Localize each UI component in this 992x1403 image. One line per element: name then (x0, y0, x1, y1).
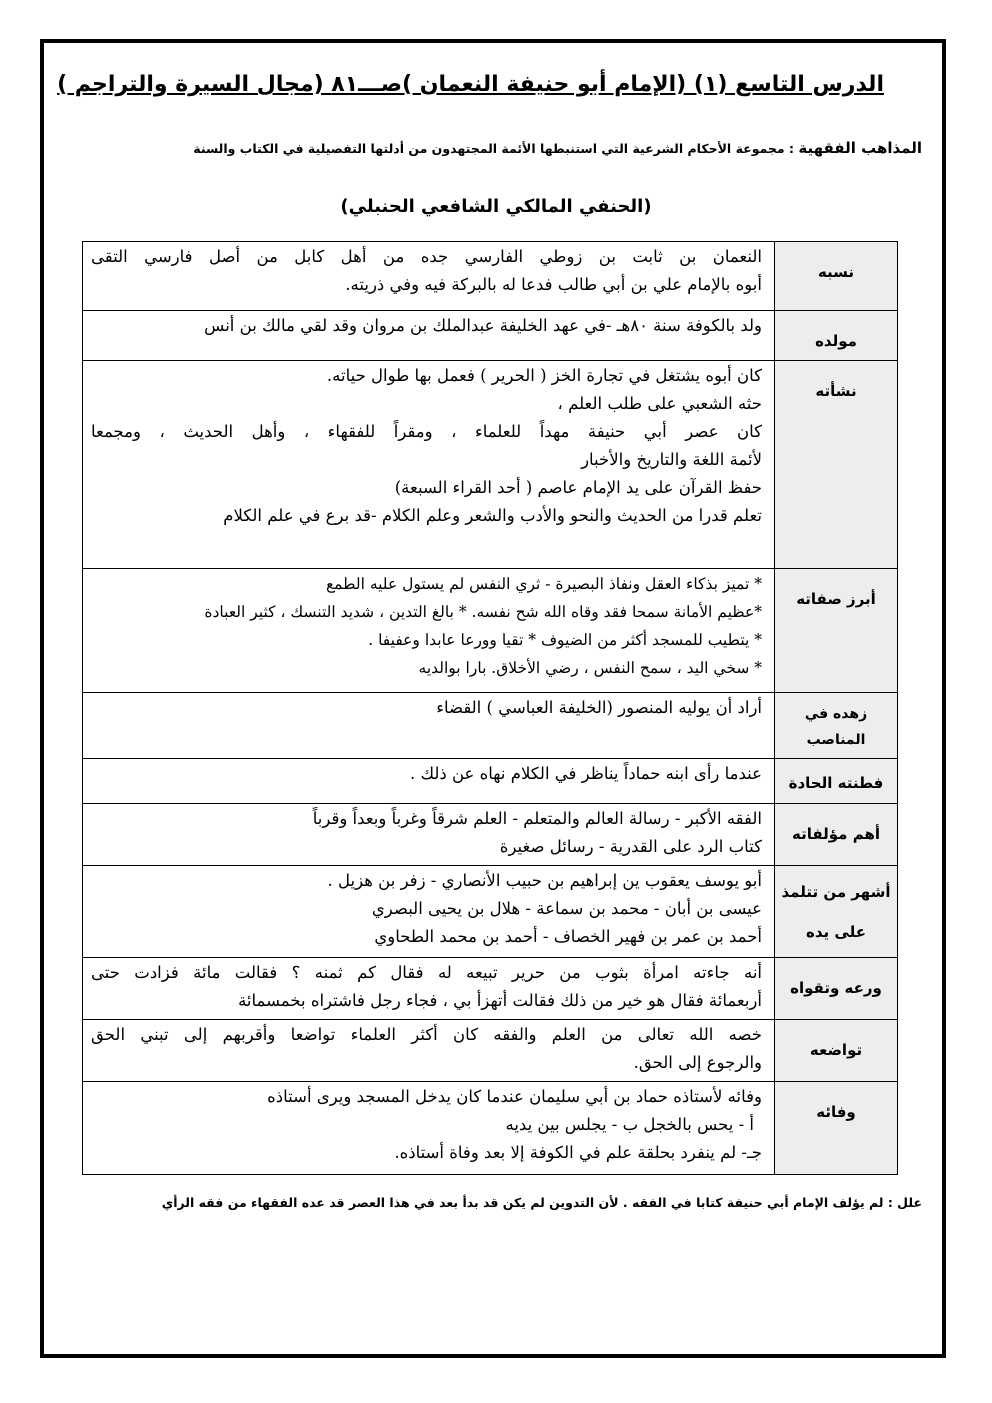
definition-text: مجموعة الأحكام الشرعية التي استنبطها الأئمة المجتهدون من أدلتها التفصيلية في الكتاب والسنة (193, 141, 785, 156)
table-row (83, 692, 898, 758)
row-label: أشهر من تتلمذ على يده (775, 865, 898, 957)
content-line: الفقه الأكبر - رسالة العالم والمتعلم - العلم شرقاً وغرباً وبعداً وقرباً (312, 808, 762, 828)
row-content (83, 1019, 775, 1081)
row-label: زهده في المناصب (775, 692, 898, 758)
schools-list: (الحنفي المالكي الشافعي الحنبلي) (340, 196, 652, 217)
row-content (83, 568, 775, 692)
content-line: * تميز بذكاء العقل ونفاذ البصيرة - ثري النفس لم يستول عليه الطمع (325, 574, 762, 593)
row-label: تواضعه (775, 1019, 898, 1081)
row-content (83, 803, 775, 865)
content-line: أحمد بن عمر بن فهير الخصاف - أحمد بن محمد الطحاوي (374, 926, 762, 946)
table-row (83, 311, 898, 361)
row-content (83, 957, 775, 1019)
row-label: ورعه وتقواه (775, 957, 898, 1019)
content-line: * يتطيب للمسجد أكثر من الضيوف * تقيا وورعا عابدا وعفيفا . (368, 630, 762, 649)
table-row (83, 360, 898, 568)
row-label: وفائه (775, 1081, 898, 1174)
row-content (83, 758, 775, 803)
content-line: وفائه لأستاذه حماد بن أبي سليمان عندما كان يدخل المسجد ويرى أستاذه (267, 1086, 762, 1106)
table-row (83, 957, 898, 1019)
table-row (83, 242, 898, 311)
table-row (83, 1019, 898, 1081)
content-line: أ - يحس بالخجل ب - يجلس بين يديه (505, 1114, 754, 1134)
content-line: أنه جاءته امرأة بثوب من حرير تبيعه له فقال كم ثمنه ؟ فقالت مائة فزادت حتى (91, 962, 762, 982)
content-line: حثه الشعبي على طلب العلم ، (557, 393, 762, 413)
row-content (83, 865, 775, 957)
row-content (83, 1081, 775, 1174)
content-line: أربعمائة فقال هو خير من ذلك فقالت أتهزأ بي ، فجاء رجل فاشتراه بخمسمائة (238, 990, 762, 1010)
row-content (83, 360, 775, 568)
content-line: النعمان بن ثابت بن زوطي الفارسي جده من أهل كابل من أصل فارسي التقى (91, 247, 762, 266)
table-row (83, 568, 898, 692)
table-row (83, 865, 898, 957)
table-row (83, 1081, 898, 1174)
content-line: كان عصر أبي حنيفة مهداً للعلماء ، ومقراً للفقهاء ، وأهل الحديث ، ومجمعا (91, 421, 762, 441)
table-row (83, 803, 898, 865)
lesson-title: الدرس التاسع (١) (الإمام أبو حنيفة النعمان )صـــ٨١ (مجال السيرة والتراجم ) (57, 72, 884, 97)
content-line: تعلم قدرا من الحديث والنحو والأدب والشعر وعلم الكلام -قد برع في علم الكلام (223, 505, 762, 525)
content-line: أبوه بالإمام علي بن أبي طالب فدعا له بالبركة فيه وفي ذريته. (345, 275, 762, 294)
row-content (83, 311, 775, 361)
definition-separator: : (784, 141, 799, 156)
row-label: فطنته الحادة (775, 758, 898, 803)
content-line: خصه الله تعالى من العلم والفقه كان أكثر العلماء تواضعا وأقربهم إلى تبني الحق (91, 1024, 762, 1044)
content-line: عيسى بن أبان - محمد بن سماعة - هلال بن يحيى البصري (371, 898, 762, 918)
content-line: عندما رأى ابنه حماداً يناظر في الكلام نهاه عن ذلك . (409, 763, 762, 783)
content-line: أراد أن يوليه المنصور (الخليفة العباسي ) القضاء (436, 697, 762, 717)
content-line: كان أبوه يشتغل في تجارة الخز ( الحرير ) فعمل بها طوال حياته. (326, 365, 762, 385)
content-line: * سخي اليد ، سمح النفس ، رضي الأخلاق. بارا بوالديه (418, 658, 762, 677)
content-line: أبو يوسف يعقوب ين إبراهيم بن حبيب الأنصاري - زفر بن هزيل . (327, 870, 762, 890)
content-line: *عظيم الأمانة سمحا فقد وقاه الله شح نفسه. * بالغ التدين ، شديد التنسك ، كثير العبادة (204, 602, 762, 621)
definition-term: المذاهب الفقهية (798, 139, 922, 157)
content-line: لأئمة اللغة والتاريخ والأخبار (581, 449, 762, 469)
content-line: والرجوع إلى الحق. (633, 1052, 762, 1072)
row-label: مولده (775, 311, 898, 361)
table-row (83, 758, 898, 803)
row-label: نسبه (775, 242, 898, 311)
row-content (83, 692, 775, 758)
reason-question: علل : لم يؤلف الإمام أبي حنيفة كتابا في الفقه . لأن التدوين لم يكن قد بدأ بعد في هذا العصر قد عده الفقهاء من فقه الرأي (161, 1195, 922, 1210)
row-label: أبرز صفاته (775, 568, 898, 692)
content-line: جـ- لم ينفرد بحلقة علم في الكوفة إلا بعد وفاة أستاذه. (394, 1142, 762, 1162)
row-content (83, 242, 775, 311)
row-label: أهم مؤلفاته (775, 803, 898, 865)
content-line: كتاب الرد على القدرية - رسائل صغيرة (499, 836, 762, 856)
content-line: حفظ القرآن على يد الإمام عاصم ( أحد القراء السبعة) (394, 477, 762, 497)
content-line: ولد بالكوفة سنة ٨٠هـ -في عهد الخليفة عبدالملك بن مروان وقد لقي مالك بن أنس (204, 316, 762, 335)
row-label: نشأته (775, 360, 898, 568)
definition-line (100, 139, 922, 157)
biography-table (82, 241, 898, 1175)
